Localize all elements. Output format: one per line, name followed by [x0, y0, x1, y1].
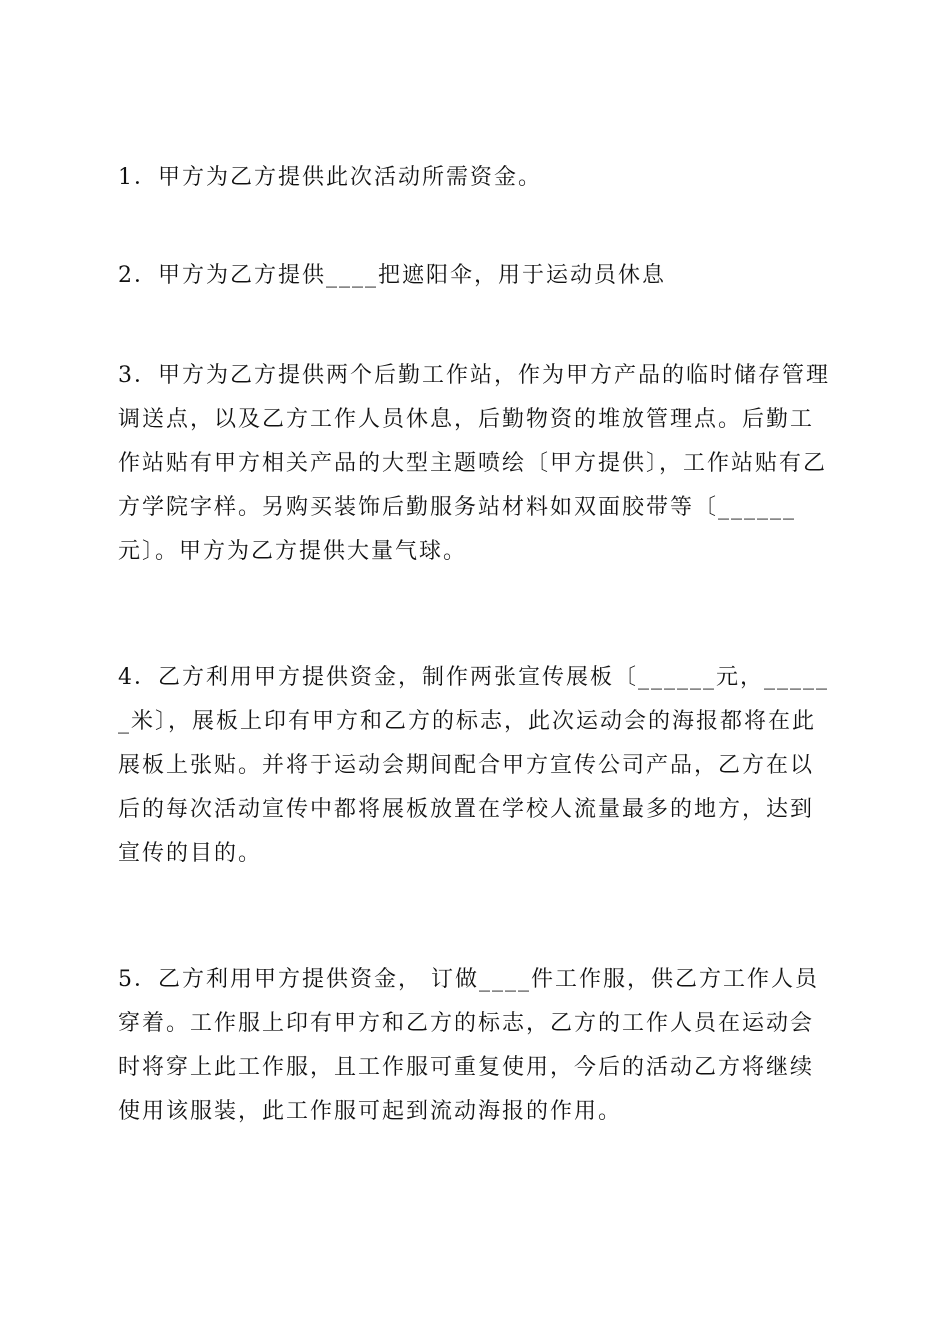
clause-2-paragraph: 2．甲方为乙方提供____把遮阳伞，用于运动员休息	[118, 263, 666, 288]
clause-3-paragraph: 3．甲方为乙方提供两个后勤工作站，作为甲方产品的临时储存管理调送点，以及乙方工作人员休息，后勤物资的堆放管理点。后勤工作站贴有甲方相关产品的大型主题喷绘〔甲方提供〕，工作站贴有乙方学院字样。另购买装饰后勤服务站材料如双面胶带等〔______元〕。甲方为乙方提供大量气球。	[118, 363, 830, 564]
clause-5-paragraph: 5．乙方利用甲方提供资金， 订做____件工作服，供乙方工作人员穿着。工作服上印有甲方和乙方的标志，乙方的工作人员在运动会时将穿上此工作服，且工作服可重复使用，今后的活动乙方将继续使用该服装，此工作服可起到流动海报的作用。	[118, 967, 819, 1124]
clause-1-paragraph: 1．甲方为乙方提供此次活动所需资金。	[118, 165, 542, 190]
clause-4-paragraph: 4．乙方利用甲方提供资金，制作两张宣传展板〔______元，______米〕，展板上印有甲方和乙方的标志，此次运动会的海报都将在此展板上张贴。并将于运动会期间配合甲方宣传公司产品，乙方在以后的每次活动宣传中都将展板放置在学校人流量最多的地方，达到宣传的目的。	[118, 665, 829, 866]
